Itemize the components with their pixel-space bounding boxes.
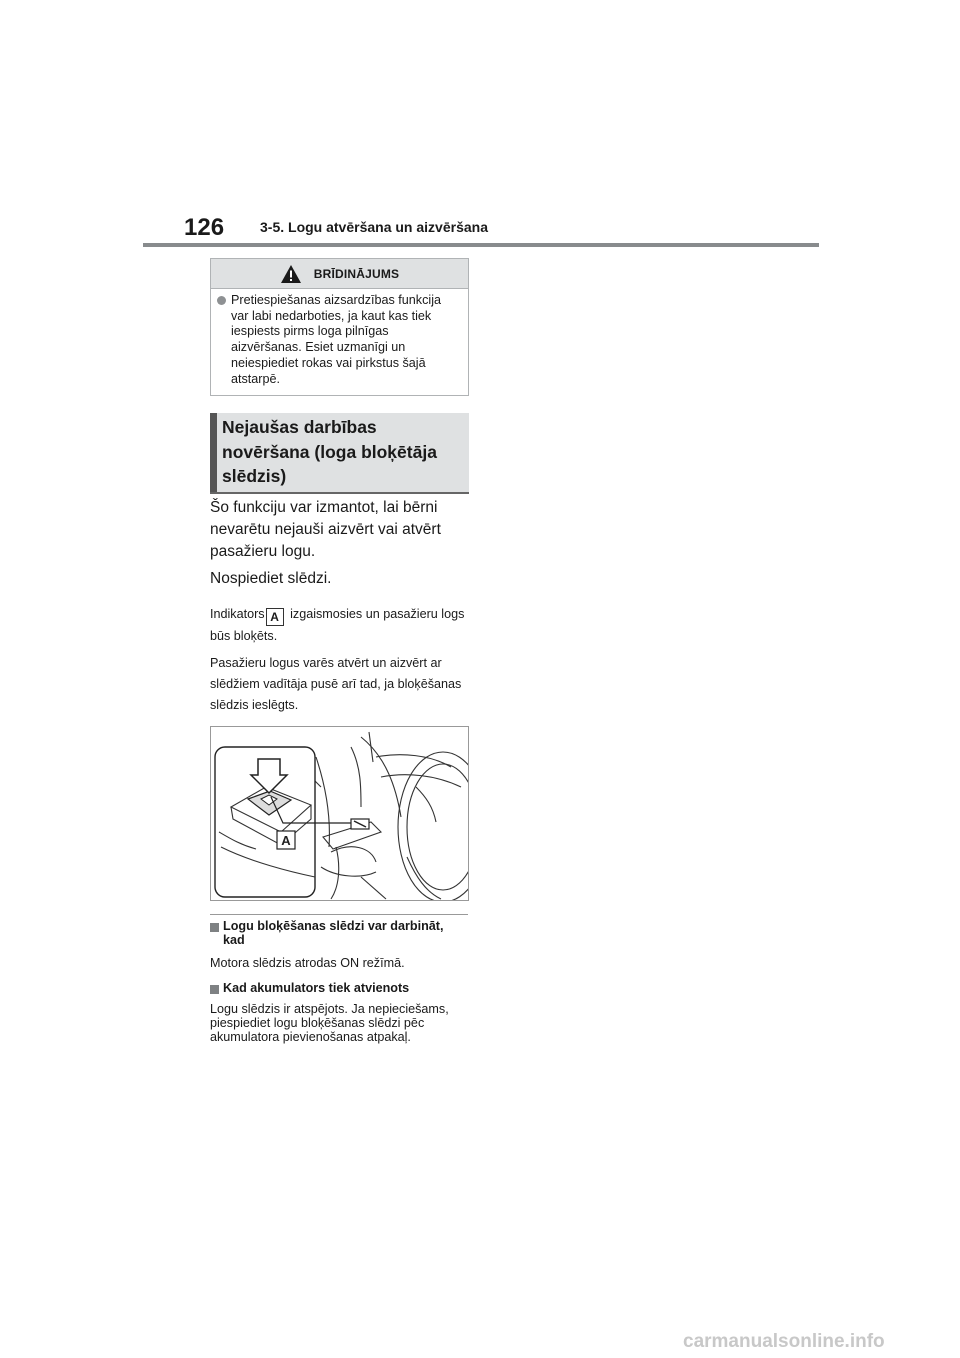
note-paragraph: Pasažieru logus varēs atvērt un aizvērt ar slēdžiem vadītāja pusē arī tad, ja bloķēšanas slēdzis ieslēgts. (210, 656, 462, 712)
note-title-2: Kad akumulators tiek atvienots (223, 981, 410, 995)
notes-divider (210, 914, 468, 915)
intro-paragraph: Šo funkciju var izmantot, lai bērni nevarētu nejauši aizvērt vai atvērt pasažieru logu. (210, 499, 441, 560)
warning-triangle-icon (280, 264, 302, 284)
header-rule (143, 243, 819, 247)
section-heading-text: Nejaušas darbības novēršana (loga bloķētāja slēdzis) (222, 417, 437, 486)
square-bullet-icon (210, 985, 219, 994)
indicator-prefix: Indikators (210, 607, 265, 621)
dashboard-door-illustration (211, 727, 468, 900)
indicator-paragraph (210, 604, 468, 647)
warning-box (210, 258, 469, 396)
note-title-1: Logu bloķēšanas slēdzi var darbināt, kad (223, 919, 444, 947)
warning-text: Pretiespiešanas aizsardzības funkcija var labi nedarboties, ja kaut kas tiek iespiests pirms loga pilnīgas aizvēršanas. Esiet uzmanīgi un neiespiediet rokas vai pirkstus šajā atstarpē. (231, 293, 442, 386)
note-heading-2 (210, 982, 468, 996)
page-header (0, 0, 960, 250)
section-heading (210, 413, 469, 494)
indicator-label: A (266, 608, 284, 626)
indicator-suffix: izgaismosies un pasažieru logs būs bloķēts. (210, 607, 465, 643)
warning-body (211, 289, 468, 387)
warning-title: BRĪDINĀJUMS (313, 266, 400, 281)
window-lock-switch-illustration (210, 726, 469, 901)
note-text-2: Logu slēdzis ir atspējots. Ja nepieciešams, piespiediet logu bloķēšanas slēdzi pēc akumulatora pievienošanas atpakaļ. (210, 1002, 449, 1044)
heading-bar (210, 413, 217, 492)
watermark: carmanualsonline.info (683, 1331, 885, 1352)
figure-callout-a: A (281, 833, 291, 848)
chapter-title: 3-5. Logu atvēršana un aizvēršana (260, 219, 488, 235)
square-bullet-icon (210, 923, 219, 932)
note-heading-1 (210, 920, 468, 947)
bullet-icon (217, 296, 226, 305)
instruction-paragraph: Nospiediet slēdzi. (210, 570, 332, 587)
page-number: 126 (184, 214, 225, 241)
warning-header (211, 259, 468, 289)
note-text-1: Motora slēdzis atrodas ON režīmā. (210, 956, 405, 970)
